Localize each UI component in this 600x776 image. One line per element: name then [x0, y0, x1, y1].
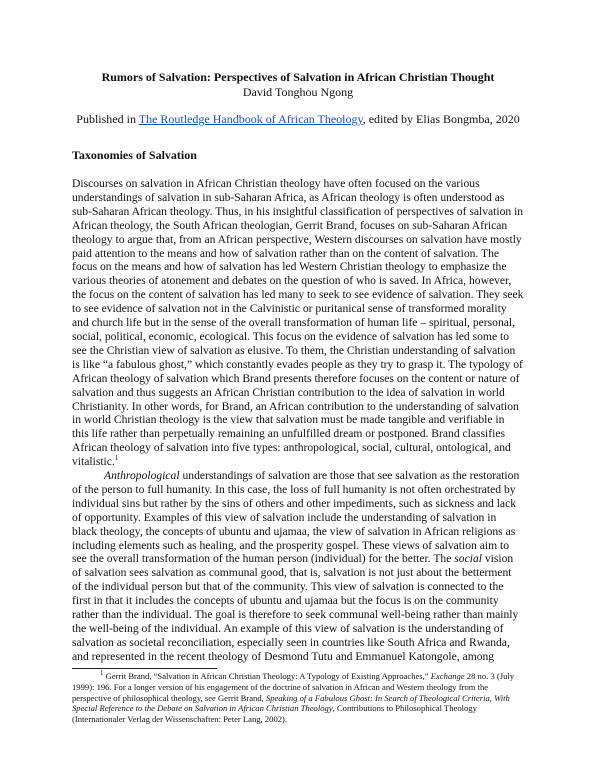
- document-page: [72, 70, 524, 725]
- footnote-mark: 1: [100, 668, 104, 677]
- footnote-text-c: , Contributions to Philosophical Theology (Internationaler Verlag der Wissenschaften: Peter Lang, 2002).: [72, 703, 477, 725]
- paragraph-1-text: Discourses on salvation in African Christian theology have often focused on the various understandings of salvation in sub-Saharan Africa, as African theology is often understood as sub-Saharan African theology. Thus, in his insightful classification of perspectives of salvation in African theology, the South African theologian, Gerrit Brand, focuses on sub-Saharan African theology to argue that, from an African perspective, Western discourses on salvation have mostly paid attention to the means and how of salvation rather than on the content of salvation. The focus on the means and how of salvation has led Western Christian theology to emphasize the various theories of atonement and debates on the question of who is saved. In Africa, however, the focus on the content of salvation has led many to seek to see evidence of salvation. They seek to see evidence of salvation not in the Calvinistic or puritanical sense of transformed morality and church life but in the sense of the overall transformation of human life – spiritual, personal, social, political, economic, ecological. This focus on the evidence of salvation has led some to see the Christian view of salvation as elusive. To them, the Christian understanding of salvation is like “a fabulous ghost,” which constantly evades people as they try to grasp it. The typology of African theology of salvation which Brand presents therefore focuses on the content or nature of salvation and thus suggests an African Christian contribution to the idea of salvation in world Christianity. In other words, for Brand, an African contribution to the understanding of salvation in world Christian theology is the view that salvation must be made tangible and verifiable in this life rather than perpetually remaining an unfulfilled dream or postponed. Brand classifies African theology of salvation into five types: anthropological, social, cultural, ontological, and vitalistic.: [72, 177, 524, 469]
- footnote-book-title: Speaking of a Fabulous Ghost: In Search of Theological Criteria, With Special Reference to the Debate on Salvation in African Christian Theology: [72, 692, 510, 714]
- footnote-1: [72, 668, 524, 726]
- footnote-reference[interactable]: 1: [114, 454, 119, 463]
- handbook-link[interactable]: The Routledge Handbook of African Theology: [138, 112, 363, 126]
- footnote-text-a: Gerrit Brand, “Salvation in African Christian Theology: A Typology of Existing Approaches,”: [103, 670, 431, 681]
- footnote-journal: Exchange: [430, 670, 465, 681]
- publication-prefix: Published in: [76, 112, 139, 126]
- paragraph-2-text-a: understandings of salvation are those that see salvation as the restoration of the person to full humanity. In this case, the loss of full humanity is not often orchestrated by individual sins but rather by the sins of others and other impediments, such as sickness and lack of opportunity. Examples of this view of salvation include the understanding of salvation in black theology, the concepts of ubuntu and ujamaa, the view of salvation in African religions as including elements such as healing, and the prosperity gospel. These views of salvation aim to see the overall transformation of the human person (individual) for the better. The: [72, 469, 520, 566]
- footnote-divider: [72, 668, 217, 669]
- paragraph-2: [72, 469, 524, 664]
- footnote-text-b: 28 no. 3 (July 1999): 196. For a longer version of his engagement of the doctrine of salvation in African and Western theology from the perspective of philosophical theology, see Gerrit Brand,: [72, 670, 515, 703]
- publication-line: [72, 112, 524, 127]
- author-name: David Tonghou Ngong: [242, 85, 354, 99]
- term-social: social: [454, 552, 482, 566]
- paragraph-2-text-b: vision of salvation sees salvation as communal good, that is, salvation is not just about the betterment of the individual person but that of the community. This view of salvation is connected to the first in that it includes the concepts of ubuntu and ujamaa but the focus is on the community rather than the individual. The goal is therefore to seek communal well-being rather than mainly the well-being of the individual. An example of this view of salvation is the understanding of salvation as societal reconciliation, especially seen in countries like South Africa and Rwanda, and represented in the recent theology of Desmond Tutu and Emmanuel Katongole, among: [72, 552, 519, 663]
- term-anthropological: Anthropological: [104, 469, 180, 483]
- paragraph-1: [72, 177, 524, 469]
- section-heading: Taxonomies of Salvation: [72, 148, 197, 162]
- document-title: Rumors of Salvation: Perspectives of Salvation in African Christian Thought: [101, 70, 495, 84]
- publication-suffix: , edited by Elias Bongmba, 2020: [362, 112, 520, 126]
